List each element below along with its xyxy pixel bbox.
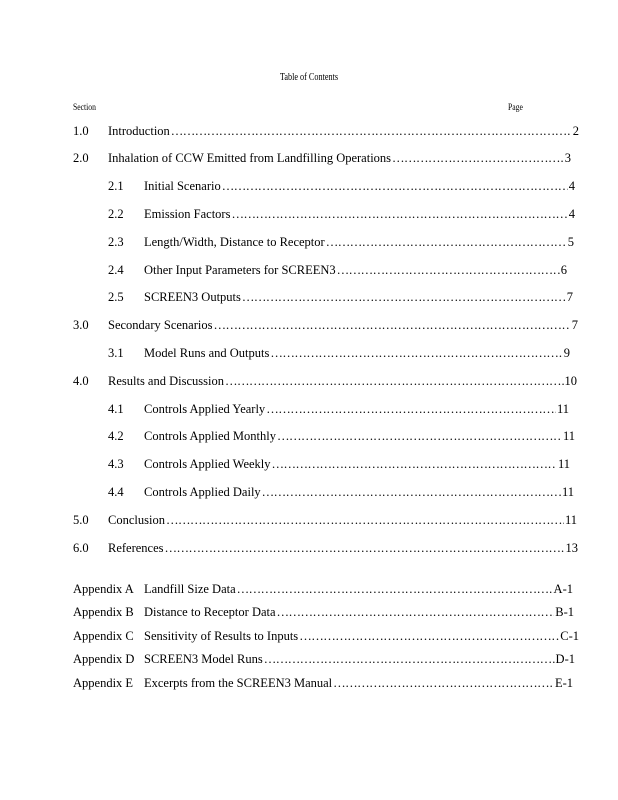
entry-label: Conclusion xyxy=(108,513,165,527)
dot-leader xyxy=(333,675,554,691)
entry-label: Length/Width, Distance to Receptor xyxy=(144,235,325,249)
dot-leader xyxy=(165,540,565,556)
entry-page: 3 xyxy=(564,151,571,165)
entry-number: 2.5 xyxy=(108,290,124,304)
dot-leader xyxy=(272,456,557,472)
dot-leader xyxy=(166,512,564,528)
entry-page: 7 xyxy=(571,318,578,332)
toc-subentry xyxy=(108,234,574,250)
appendix-label: Landfill Size Data xyxy=(144,582,236,596)
appendix-page: D-1 xyxy=(555,652,575,666)
toc-entry xyxy=(73,317,578,333)
entry-label: Secondary Scenarios xyxy=(108,318,213,332)
entry-page: 4 xyxy=(568,207,575,221)
dot-leader xyxy=(266,401,556,417)
toc-appendix xyxy=(73,604,574,620)
entry-number: 6.0 xyxy=(73,541,89,555)
dot-leader xyxy=(277,428,562,444)
appendix-label: Distance to Receptor Data xyxy=(144,605,276,619)
toc-subentry xyxy=(108,484,574,500)
dot-leader xyxy=(242,289,566,305)
entry-label: Controls Applied Daily xyxy=(144,485,261,499)
toc-entry xyxy=(73,512,577,528)
appendix-label: Excerpts from the SCREEN3 Manual xyxy=(144,676,333,690)
entry-label: Results and Discussion xyxy=(108,374,224,388)
entry-number: 5.0 xyxy=(73,513,89,527)
entry-label: Model Runs and Outputs xyxy=(144,346,270,360)
entry-page: 11 xyxy=(556,402,569,416)
entry-label: Controls Applied Weekly xyxy=(144,457,271,471)
entry-page: 7 xyxy=(566,290,573,304)
entry-page: 10 xyxy=(564,374,577,388)
toc-entry xyxy=(73,150,571,166)
entry-number: 3.1 xyxy=(108,346,124,360)
entry-page: 11 xyxy=(557,457,570,471)
entry-label: Controls Applied Yearly xyxy=(144,402,266,416)
section-column-header: Section xyxy=(73,102,96,112)
entry-page: 11 xyxy=(562,429,575,443)
entry-number: 4.3 xyxy=(108,457,124,471)
dot-leader xyxy=(264,651,555,667)
toc-subentry xyxy=(108,289,573,305)
entry-page: 5 xyxy=(567,235,574,249)
appendix-page: C-1 xyxy=(560,629,579,643)
toc-entry xyxy=(73,540,578,556)
toc-subentry xyxy=(108,262,567,278)
entry-label: References xyxy=(108,541,164,555)
entry-number: 2.2 xyxy=(108,207,124,221)
appendix-label: SCREEN3 Model Runs xyxy=(144,652,263,666)
entry-label: Introduction xyxy=(108,124,170,138)
entry-page: 4 xyxy=(568,179,575,193)
dot-leader xyxy=(326,234,567,250)
dot-leader xyxy=(262,484,561,500)
toc-appendix xyxy=(73,628,579,644)
dot-leader xyxy=(213,317,570,333)
appendix-page: B-1 xyxy=(555,605,574,619)
dot-leader xyxy=(270,345,562,361)
page-column-header: Page xyxy=(508,102,523,112)
toc-subentry xyxy=(108,206,575,222)
toc-appendix xyxy=(73,651,575,667)
toc-appendix xyxy=(73,675,573,691)
entry-number: 4.2 xyxy=(108,429,124,443)
dot-leader xyxy=(299,628,559,644)
toc-subentry xyxy=(108,428,575,444)
appendix-page: E-1 xyxy=(554,676,573,690)
entry-number: 4.1 xyxy=(108,402,124,416)
entry-label: Controls Applied Monthly xyxy=(144,429,276,443)
toc-appendix xyxy=(73,581,573,597)
toc-title: Table of Contents xyxy=(279,72,339,83)
toc-subentry xyxy=(108,456,570,472)
entry-label: Other Input Parameters for SCREEN3 xyxy=(144,263,336,277)
dot-leader xyxy=(237,581,553,597)
toc-subentry xyxy=(108,178,575,194)
toc-entry xyxy=(73,373,577,389)
appendix-id: Appendix B xyxy=(73,605,134,619)
entry-number: 4.0 xyxy=(73,374,89,388)
appendix-id: Appendix A xyxy=(73,582,134,596)
dot-leader xyxy=(222,178,568,194)
toc-entry xyxy=(73,123,579,139)
dot-leader xyxy=(277,604,555,620)
entry-page: 13 xyxy=(565,541,578,555)
entry-number: 2.4 xyxy=(108,263,124,277)
entry-page: 11 xyxy=(561,485,574,499)
entry-number: 1.0 xyxy=(73,124,89,138)
entry-label: Inhalation of CCW Emitted from Landfilling Operations xyxy=(108,151,392,165)
entry-label: Emission Factors xyxy=(144,207,231,221)
entry-label: SCREEN3 Outputs xyxy=(144,290,241,304)
toc-subentry xyxy=(108,401,569,417)
entry-label: Initial Scenario xyxy=(144,179,221,193)
entry-number: 4.4 xyxy=(108,485,124,499)
entry-number: 3.0 xyxy=(73,318,89,332)
dot-leader xyxy=(231,206,567,222)
entry-page: 11 xyxy=(564,513,577,527)
entry-number: 2.3 xyxy=(108,235,124,249)
appendix-id: Appendix D xyxy=(73,652,135,666)
toc-subentry xyxy=(108,345,570,361)
entry-page: 9 xyxy=(563,346,570,360)
appendix-page: A-1 xyxy=(553,582,573,596)
appendix-label: Sensitivity of Results to Inputs xyxy=(144,629,299,643)
entry-number: 2.0 xyxy=(73,151,89,165)
dot-leader xyxy=(171,123,572,139)
entry-page: 2 xyxy=(572,124,579,138)
entry-page: 6 xyxy=(560,263,567,277)
dot-leader xyxy=(225,373,564,389)
entry-number: 2.1 xyxy=(108,179,124,193)
dot-leader xyxy=(392,150,564,166)
appendix-id: Appendix C xyxy=(73,629,134,643)
appendix-id: Appendix E xyxy=(73,676,134,690)
dot-leader xyxy=(337,262,560,278)
